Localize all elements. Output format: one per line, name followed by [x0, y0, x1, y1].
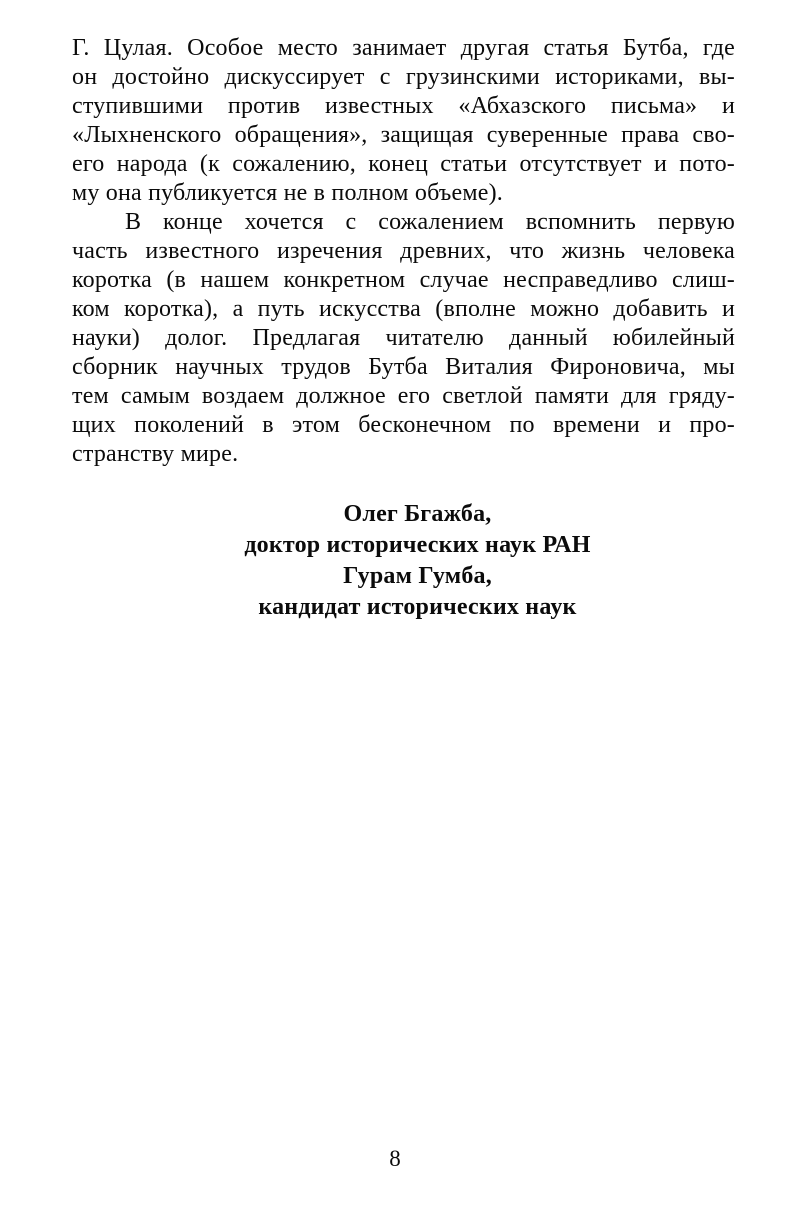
text-line: Г. Цулая. Особое место занимает другая статья Бутба, где	[72, 35, 735, 61]
text-line: тем самым воздаем должное его светлой памяти для гряду-	[72, 383, 735, 409]
text-line: его народа (к сожалению, конец статьи отсутствует и пото-	[72, 151, 735, 177]
text-line: коротка (в нашем конкретном случае несправедливо слиш-	[72, 267, 735, 293]
text-line: В конце хочется с сожалением вспомнить первую	[125, 209, 735, 235]
signature-line: Гурам Гумба,	[343, 563, 492, 589]
text-line: странству мире.	[72, 441, 239, 467]
signature-line: доктор исторических наук РАН	[244, 532, 591, 558]
paragraph	[72, 208, 735, 469]
text-line: ступившими против известных «Абхазского письма» и	[72, 93, 735, 119]
text-line: щих поколений в этом бесконечном по времени и про-	[72, 412, 735, 438]
page-number: 8	[389, 1146, 401, 1171]
text-line: «Лыхненского обращения», защищая суверенные права сво-	[72, 122, 735, 148]
text-line: он достойно дискуссирует с грузинскими историками, вы-	[72, 64, 735, 90]
body-text	[72, 34, 735, 623]
text-line: ком коротка), а путь искусства (вполне можно добавить и	[72, 296, 735, 322]
signature-line: Олег Бгажба,	[343, 501, 492, 527]
text-line: сборник научных трудов Бутба Виталия Фироновича, мы	[72, 354, 735, 380]
paragraphs-container	[72, 34, 735, 469]
signature-block	[100, 499, 735, 623]
text-line: часть известного изречения древних, что жизнь человека	[72, 238, 735, 264]
paragraph	[72, 34, 735, 208]
signature-line: кандидат исторических наук	[258, 594, 577, 620]
text-line: му она публикуется не в полном объеме).	[72, 180, 503, 206]
text-line: науки) долог. Предлагая читателю данный юбилейный	[72, 325, 735, 351]
